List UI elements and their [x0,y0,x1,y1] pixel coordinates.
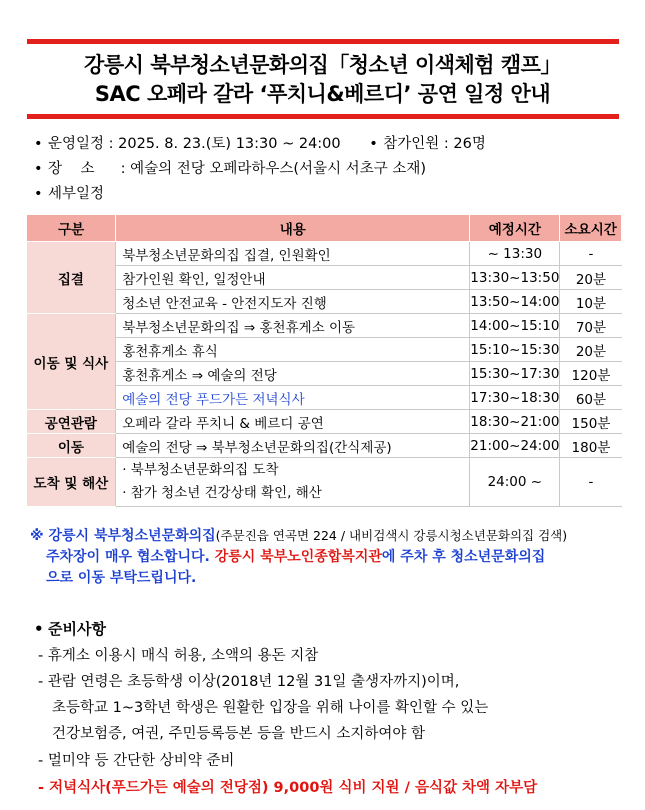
table-row [27,242,622,266]
category-cell: 집결 [27,242,116,314]
time-cell: 17:30~18:30 [470,386,560,410]
schedule-value: : 2025. 8. 23.(토) 13:30 ~ 24:00 [108,136,341,152]
place-value: : 예술의 전당 오페라하우스(서울시 서초구 소재) [120,161,426,177]
table-row [27,362,622,386]
category-cell: 이동 [27,434,116,458]
page-title-line2: SAC 오페라 갈라 ‘푸치니&베르디’ 공연 일정 안내 [94,82,551,106]
header-duration: 소요시간 [560,215,622,242]
prep-item: 건강보험증, 여권, 주민등록등본 등을 반드시 소지하여야 함 [52,726,426,742]
time-cell: 15:10~15:30 [470,338,560,362]
content-cell: 예술의 전당 ⇒ 북부청소년문화의집(간식제공) [116,434,470,458]
schedule-label: 운영일정 [48,136,105,152]
time-cell: 18:30~21:00 [470,410,560,434]
participants-value: : 26명 [443,136,486,152]
prep-item-meal: - 저녁식사(푸드가든 예술의 전당점) 9,000원 식비 지원 / 음식값 차액 자부담 [38,780,538,796]
dismiss-line: · 참가 청소년 건강상태 확인, 해산 [122,485,322,501]
arrival-line: · 북부청소년문화의집 도착 [122,462,279,478]
category-cell: 도착 및 해산 [27,458,116,507]
header-time: 예정시간 [470,215,560,242]
duration-cell: 70분 [560,314,622,338]
time-cell: 13:30~13:50 [470,266,560,290]
table-row [27,290,622,314]
time-cell: 13:50~14:00 [470,290,560,314]
content-cell-dinner: 예술의 전당 푸드가든 저녁식사 [116,386,470,410]
note-org: 강릉시 북부청소년문화의집 [48,528,216,544]
bullet-icon: • [369,136,378,152]
duration-cell: 150분 [560,410,622,434]
note-line2 [30,547,567,568]
bullet-icon: • [34,136,43,152]
content-cell: 오페라 갈라 푸치니 & 베르디 공연 [116,410,470,434]
parking-note [30,525,567,589]
detail-label: 세부일정 [48,186,105,202]
time-cell: 21:00~24:00 [470,434,560,458]
table-row [27,434,622,458]
prep-item: - 멀미약 등 간단한 상비약 준비 [38,753,235,769]
category-cell: 공연관람 [27,410,116,434]
time-cell: ~ 13:30 [470,242,560,266]
time-cell: 24:00 ~ [470,458,560,507]
title-red-rule [27,114,619,119]
note-line3 [30,568,567,589]
prep-item: - 관람 연령은 초등학생 이상(2018년 12월 31일 출생자까지)이며, [38,674,460,690]
prep-title [34,618,106,639]
content-cell: 참가인원 확인, 일정안내 [116,266,470,290]
place-info [34,159,426,179]
content-cell: 북부청소년문화의집 ⇒ 홍천휴게소 이동 [116,314,470,338]
prep-item: - 휴게소 이용시 매식 허용, 소액의 용돈 지참 [38,648,319,664]
schedule-table [26,214,622,507]
duration-cell: 20분 [560,266,622,290]
bullet-icon: • [34,620,44,638]
content-cell: 청소년 안전교육 - 안전지도자 진행 [116,290,470,314]
duration-cell: 60분 [560,386,622,410]
time-cell: 15:30~17:30 [470,362,560,386]
content-cell: 홍천휴게소 ⇒ 예술의 전당 [116,362,470,386]
time-cell: 14:00~15:10 [470,314,560,338]
table-row [27,314,622,338]
header-content: 내용 [116,215,470,242]
note-parking: 주차장이 매우 협소합니다. [46,549,210,565]
duration-cell: - [560,242,622,266]
table-row [27,266,622,290]
prep-title-text: 준비사항 [48,620,106,638]
note-mark: ※ [30,528,44,544]
table-header-row [27,215,622,242]
top-red-rule [27,39,619,44]
header-category: 구분 [27,215,116,242]
category-cell: 이동 및 식사 [27,314,116,410]
bullet-icon: • [34,161,43,177]
note-red-part: 강릉시 북부노인종합복지관 [214,549,382,565]
duration-cell: 120분 [560,362,622,386]
content-cell: 홍천휴게소 휴식 [116,338,470,362]
schedule-info [34,134,486,154]
table-row [27,410,622,434]
content-cell: 북부청소년문화의집 집결, 인원확인 [116,242,470,266]
duration-cell: 10분 [560,290,622,314]
note-rest2: 으로 이동 부탁드립니다. [46,570,197,586]
bullet-icon: • [34,186,43,202]
duration-cell: - [560,458,622,507]
duration-cell: 20분 [560,338,622,362]
duration-cell: 180분 [560,434,622,458]
content-cell [116,458,470,507]
note-address: (주문진읍 연곡면 224 / 내비검색시 강릉시청소년문화의집 검색) [215,528,568,543]
note-rest: 에 주차 후 청소년문화의집 [381,549,546,565]
prep-item: 초등학교 1~3학년 학생은 원활한 입장을 위해 나이를 확인할 수 있는 [52,700,489,716]
participants-label: 참가인원 [383,136,440,152]
detail-info [34,184,104,204]
page-title-line1: 강릉시 북부청소년문화의집「청소년 이색체험 캠프」 [84,53,561,77]
table-row [27,458,622,507]
table-row [27,338,622,362]
table-row [27,386,622,410]
note-line1 [30,525,567,547]
place-label: 장 소 [48,161,95,177]
